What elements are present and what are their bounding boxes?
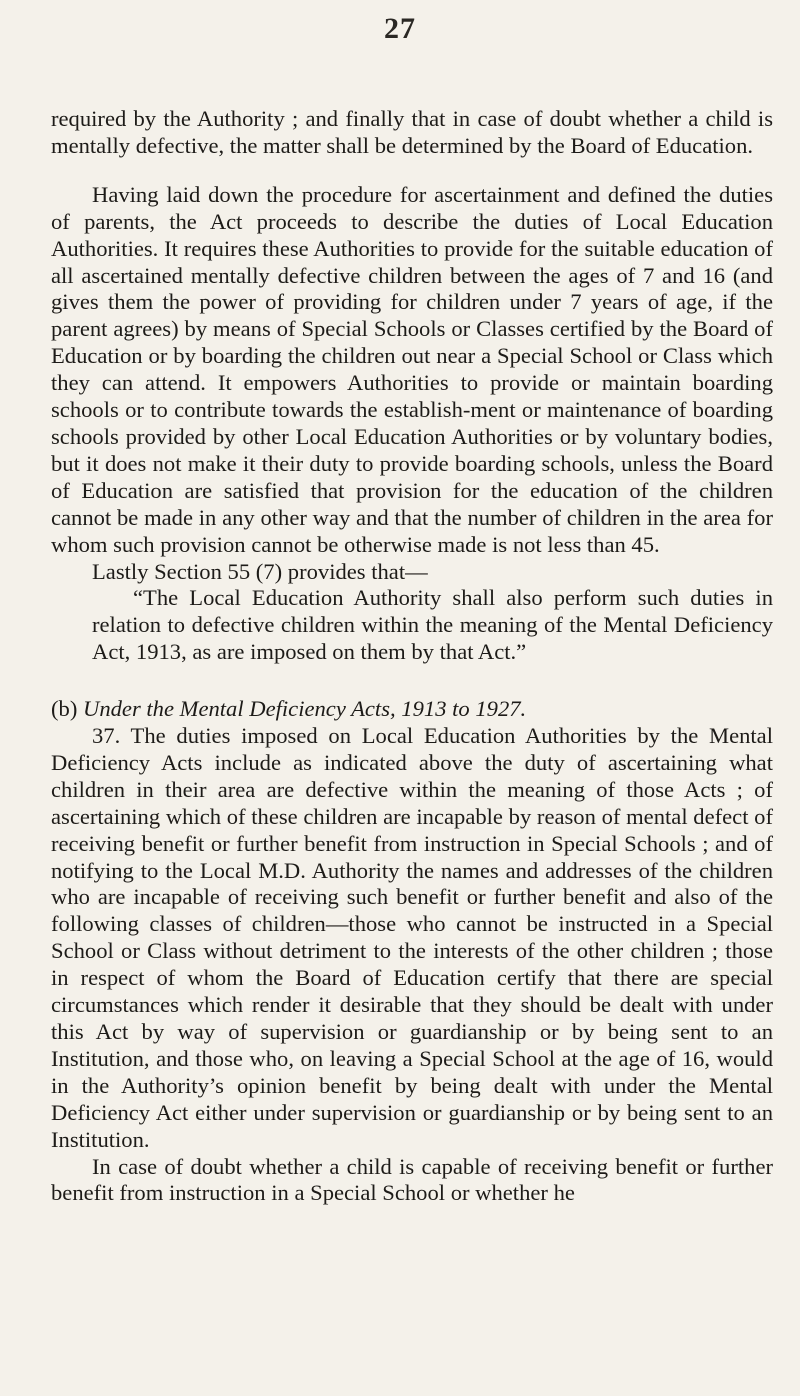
paragraph-doubt: In case of doubt whether a child is capable of receiving benefit or further benefit from instruction in a Special School or whether he [51, 1153, 773, 1206]
body-text [51, 106, 773, 1207]
paragraph-37: 37. The duties imposed on Local Education Authorities by the Mental Deficiency Acts include as indicated above the duty of ascertaining what children in their area are defective within the meaning of those Acts ; of ascertaining which of these children are incapable by reason of mental defect of receiving benefit or further benefit from instruction in Special Schools ; and of notifying to the Local M.D. Authority the names and addresses of the children who are incapable of receiving such benefit or further benefit and also of the following classes of children—those who cannot be instructed in a Special School or Class without detriment to the interests of the other children ; those in respect of whom the Board of Education certify that there are special circumstances which render it desirable that they should be dealt with under this Act by way of supervision or guardianship or by being sent to an Institution, and those who, on leaving a Special School at the age of 16, would in the Authority’s opinion benefit by being dealt with under the Mental Deficiency Act either under supervision or guardianship or by being sent to an Institution. [51, 723, 773, 1152]
paragraph-continuation: required by the Authority ; and finally that in case of doubt whether a child is mentally defective, the matter shall be determined by the Board of Education. [51, 106, 773, 158]
section-heading-prefix: (b) [51, 696, 83, 722]
paragraph-duties-of-authorities: Having laid down the procedure for ascertainment and defined the duties of parents, the Act proceeds to describe the duties of Local Education Authorities. It requires these Authorities to provide for the suitable education of all ascertained mentally defective children between the ages of 7 and 16 (and gives them the power of providing for children under 7 years of age, if the parent agrees) by means of Special Schools or Classes certified by the Board of Education or by boarding the children out near a Special School or Class which they can attend. It empowers Authorities to provide or maintain boarding schools or to contribute towards the establish-ment or maintenance of boarding schools provided by other Local Education Authorities or by voluntary bodies, but it does not make it their duty to provide boarding schools, unless the Board of Education are satisfied that provision for the education of the children cannot be made in any other way and that the number of children in the area for whom such provision cannot be otherwise made is not less than 45. [51, 181, 773, 557]
block-quote: “The Local Education Authority shall also perform such duties in relation to defective children within the meaning of the Mental Deficiency Act, 1913, as are imposed on them by that Act.” [92, 585, 773, 665]
page-number: 27 [384, 12, 416, 45]
paragraph-section-55: Lastly Section 55 (7) provides that— [92, 558, 428, 584]
section-heading [51, 696, 773, 723]
section-heading-title: Under the Mental Deficiency Acts, 1913 to 1927. [83, 696, 527, 722]
